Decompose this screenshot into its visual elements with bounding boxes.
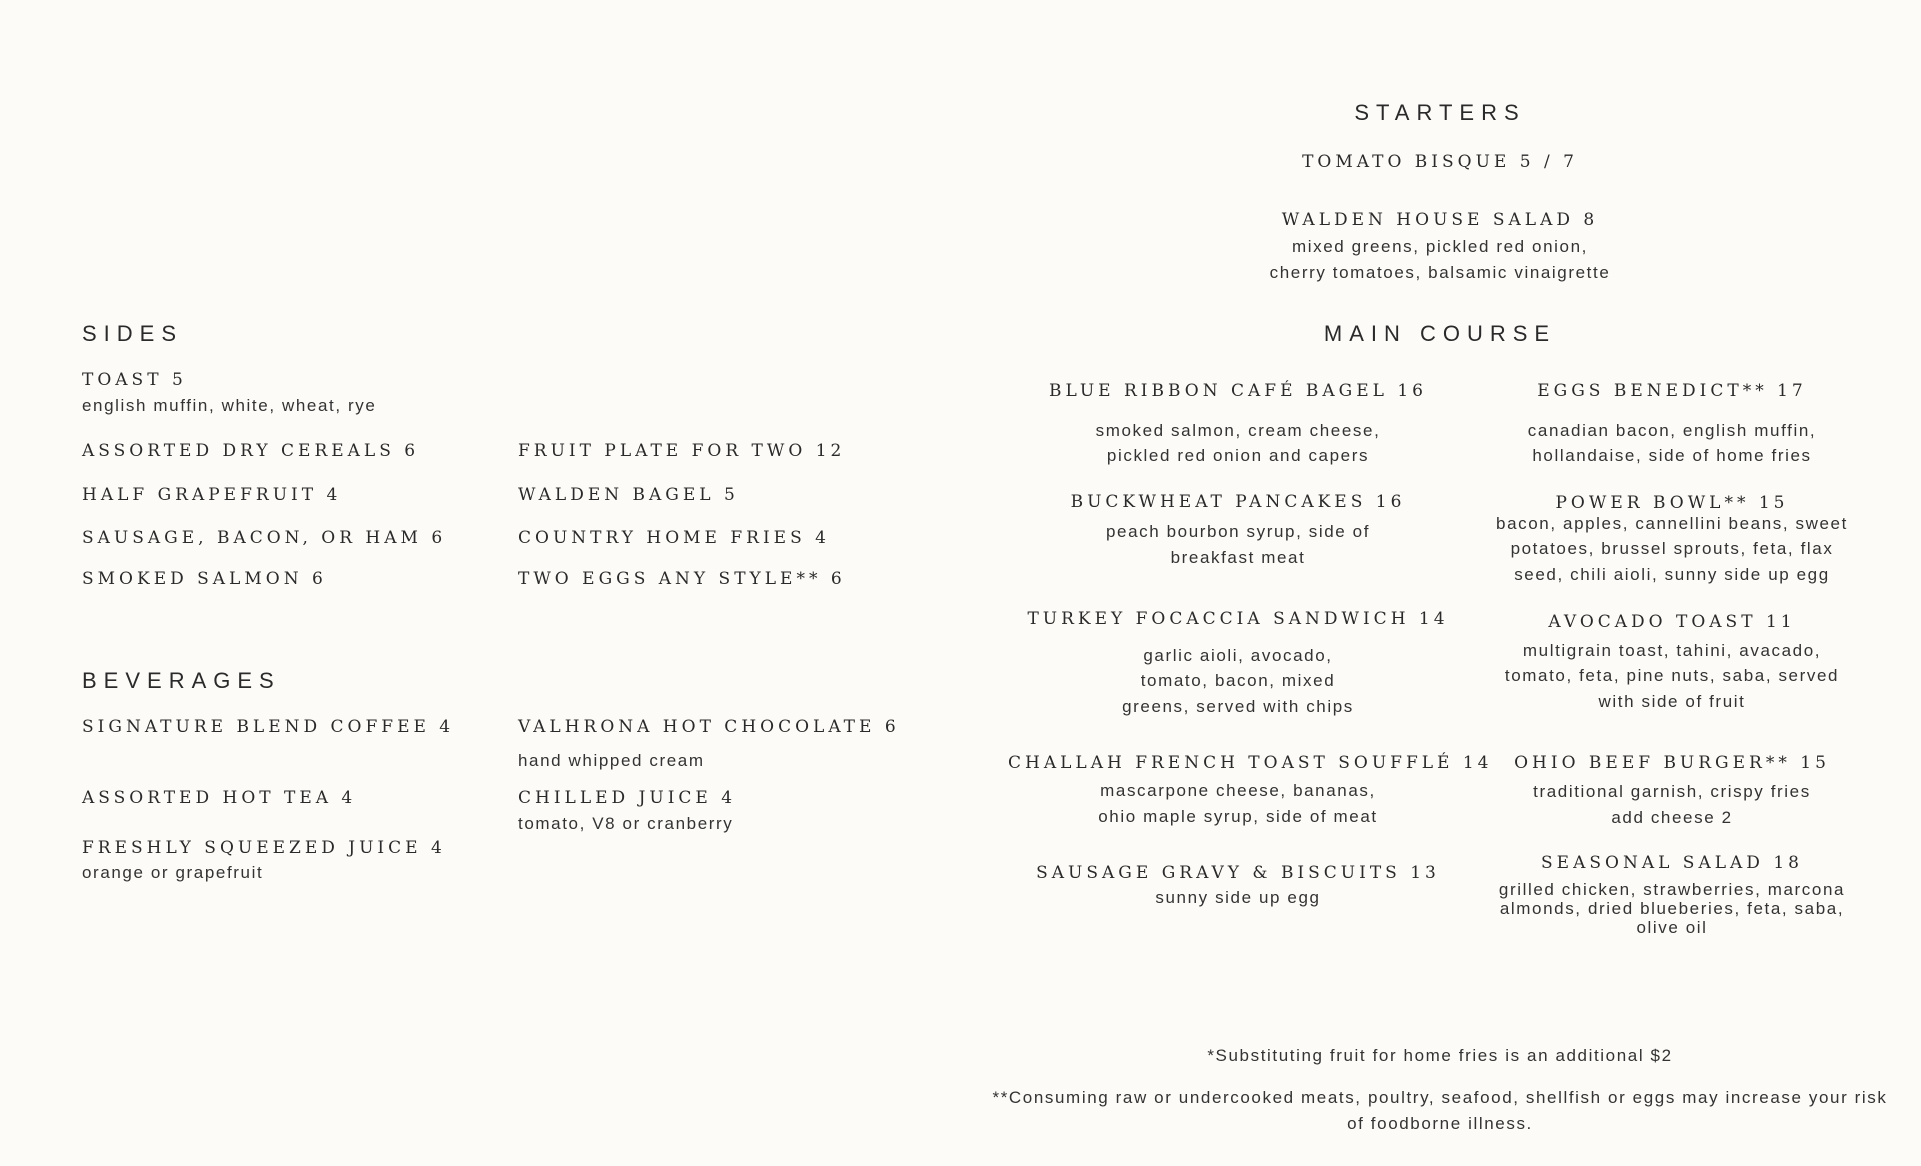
menu-item: AVOCADO TOAST 11 <box>1548 612 1796 632</box>
menu-item: TOMATO BISQUE 5 / 7 <box>1302 152 1578 172</box>
menu-item-desc: bacon, apples, cannellini beans, sweet <box>1496 514 1848 533</box>
menu-item: BUCKWHEAT PANCAKES 16 <box>1070 492 1406 512</box>
menu-item-desc: almonds, dried blueberies, feta, saba, <box>1499 899 1845 918</box>
starters-heading: STARTERS <box>1354 100 1526 125</box>
menu-item: TURKEY FOCACCIA SANDWICH 14 <box>1027 609 1449 629</box>
menu-item: EGGS BENEDICT** 17 <box>1537 381 1807 401</box>
menu-item-desc: smoked salmon, cream cheese, <box>1095 421 1381 440</box>
beverages-heading: BEVERAGES <box>82 668 281 693</box>
menu-item-desc: multigrain toast, tahini, avacado, <box>1522 641 1822 660</box>
menu-item: SAUSAGE, BACON, OR HAM 6 <box>82 528 447 548</box>
menu-item: COUNTRY HOME FRIES 4 <box>518 528 830 548</box>
menu-item-desc: mixed greens, pickled red onion, <box>1292 237 1588 256</box>
menu-item-desc: breakfast meat <box>1170 548 1306 567</box>
menu-item-desc: olive oil <box>1636 918 1708 937</box>
menu-item: SEASONAL SALAD 18 <box>1541 853 1803 873</box>
menu-item-toast: TOAST 5 <box>82 370 187 390</box>
sides-heading: SIDES <box>82 321 184 346</box>
menu-item: SAUSAGE GRAVY & BISCUITS 13 <box>1036 863 1440 883</box>
menu-item-desc: ohio maple syrup, side of meat <box>1098 807 1378 826</box>
menu-item: SMOKED SALMON 6 <box>82 569 327 589</box>
footnote-substitution: *Substituting fruit for home fries is an additional $2 <box>1207 1046 1673 1065</box>
menu-item-desc: tomato, bacon, mixed <box>1140 671 1336 690</box>
menu-item: HALF GRAPEFRUIT 4 <box>82 485 342 505</box>
menu-item-desc: sunny side up egg <box>1155 888 1321 907</box>
menu-item-desc: add cheese 2 <box>1611 808 1733 827</box>
footnote-raw-warning-line2: of foodborne illness. <box>1347 1114 1533 1133</box>
menu-item-desc: with side of fruit <box>1598 692 1746 711</box>
menu-item: POWER BOWL** 15 <box>1555 493 1789 513</box>
menu-item: WALDEN BAGEL 5 <box>518 485 739 505</box>
menu-item: BLUE RIBBON CAFÉ BAGEL 16 <box>1048 381 1427 401</box>
menu-item-desc: cherry tomatoes, balsamic vinaigrette <box>1269 263 1611 282</box>
menu-item: TWO EGGS ANY STYLE** 6 <box>518 569 846 589</box>
menu-item: VALHRONA HOT CHOCOLATE 6 <box>518 717 900 737</box>
menu-item-desc: mascarpone cheese, bananas, <box>1100 781 1376 800</box>
menu-item: ASSORTED DRY CEREALS 6 <box>82 441 420 461</box>
menu-item: FRUIT PLATE FOR TWO 12 <box>518 441 846 461</box>
menu-item-desc: garlic aioli, avocado, <box>1143 646 1333 665</box>
menu-item-desc: tomato, V8 or cranberry <box>518 814 734 833</box>
menu-item-desc: hollandaise, side of home fries <box>1532 446 1812 465</box>
menu-item: ASSORTED HOT TEA 4 <box>82 788 357 808</box>
menu-item-desc: hand whipped cream <box>518 751 705 770</box>
menu-item-desc: orange or grapefruit <box>82 863 264 882</box>
menu-item: CHILLED JUICE 4 <box>518 788 737 808</box>
menu-item: WALDEN HOUSE SALAD 8 <box>1281 210 1599 230</box>
menu-item: FRESHLY SQUEEZED JUICE 4 <box>82 838 446 858</box>
menu-item-desc: pickled red onion and capers <box>1106 446 1370 465</box>
menu-item-desc: tomato, feta, pine nuts, saba, served <box>1504 666 1840 685</box>
menu-item-desc: potatoes, brussel sprouts, feta, flax <box>1510 539 1834 558</box>
menu-item-desc: peach bourbon syrup, side of <box>1105 522 1371 541</box>
menu-item-desc: seed, chili aioli, sunny side up egg <box>1514 565 1830 584</box>
menu-item-desc: traditional garnish, crispy fries <box>1533 782 1811 801</box>
menu-item: SIGNATURE BLEND COFFEE 4 <box>82 717 455 737</box>
footnote-raw-warning-line1: **Consuming raw or undercooked meats, poultry, seafood, shellfish or eggs may increase your risk <box>992 1088 1888 1107</box>
menu-item: OHIO BEEF BURGER** 15 <box>1514 753 1830 773</box>
menu-item-desc: grilled chicken, strawberries, marcona <box>1498 880 1846 899</box>
menu-item-desc: canadian bacon, english muffin, <box>1527 421 1817 440</box>
main-course-heading: MAIN COURSE <box>1323 321 1557 346</box>
menu-item-desc: greens, served with chips <box>1122 697 1354 716</box>
menu-item: CHALLAH FRENCH TOAST SOUFFLÉ 14 <box>1008 753 1493 773</box>
menu-item-toast-desc: english muffin, white, wheat, rye <box>82 396 377 415</box>
